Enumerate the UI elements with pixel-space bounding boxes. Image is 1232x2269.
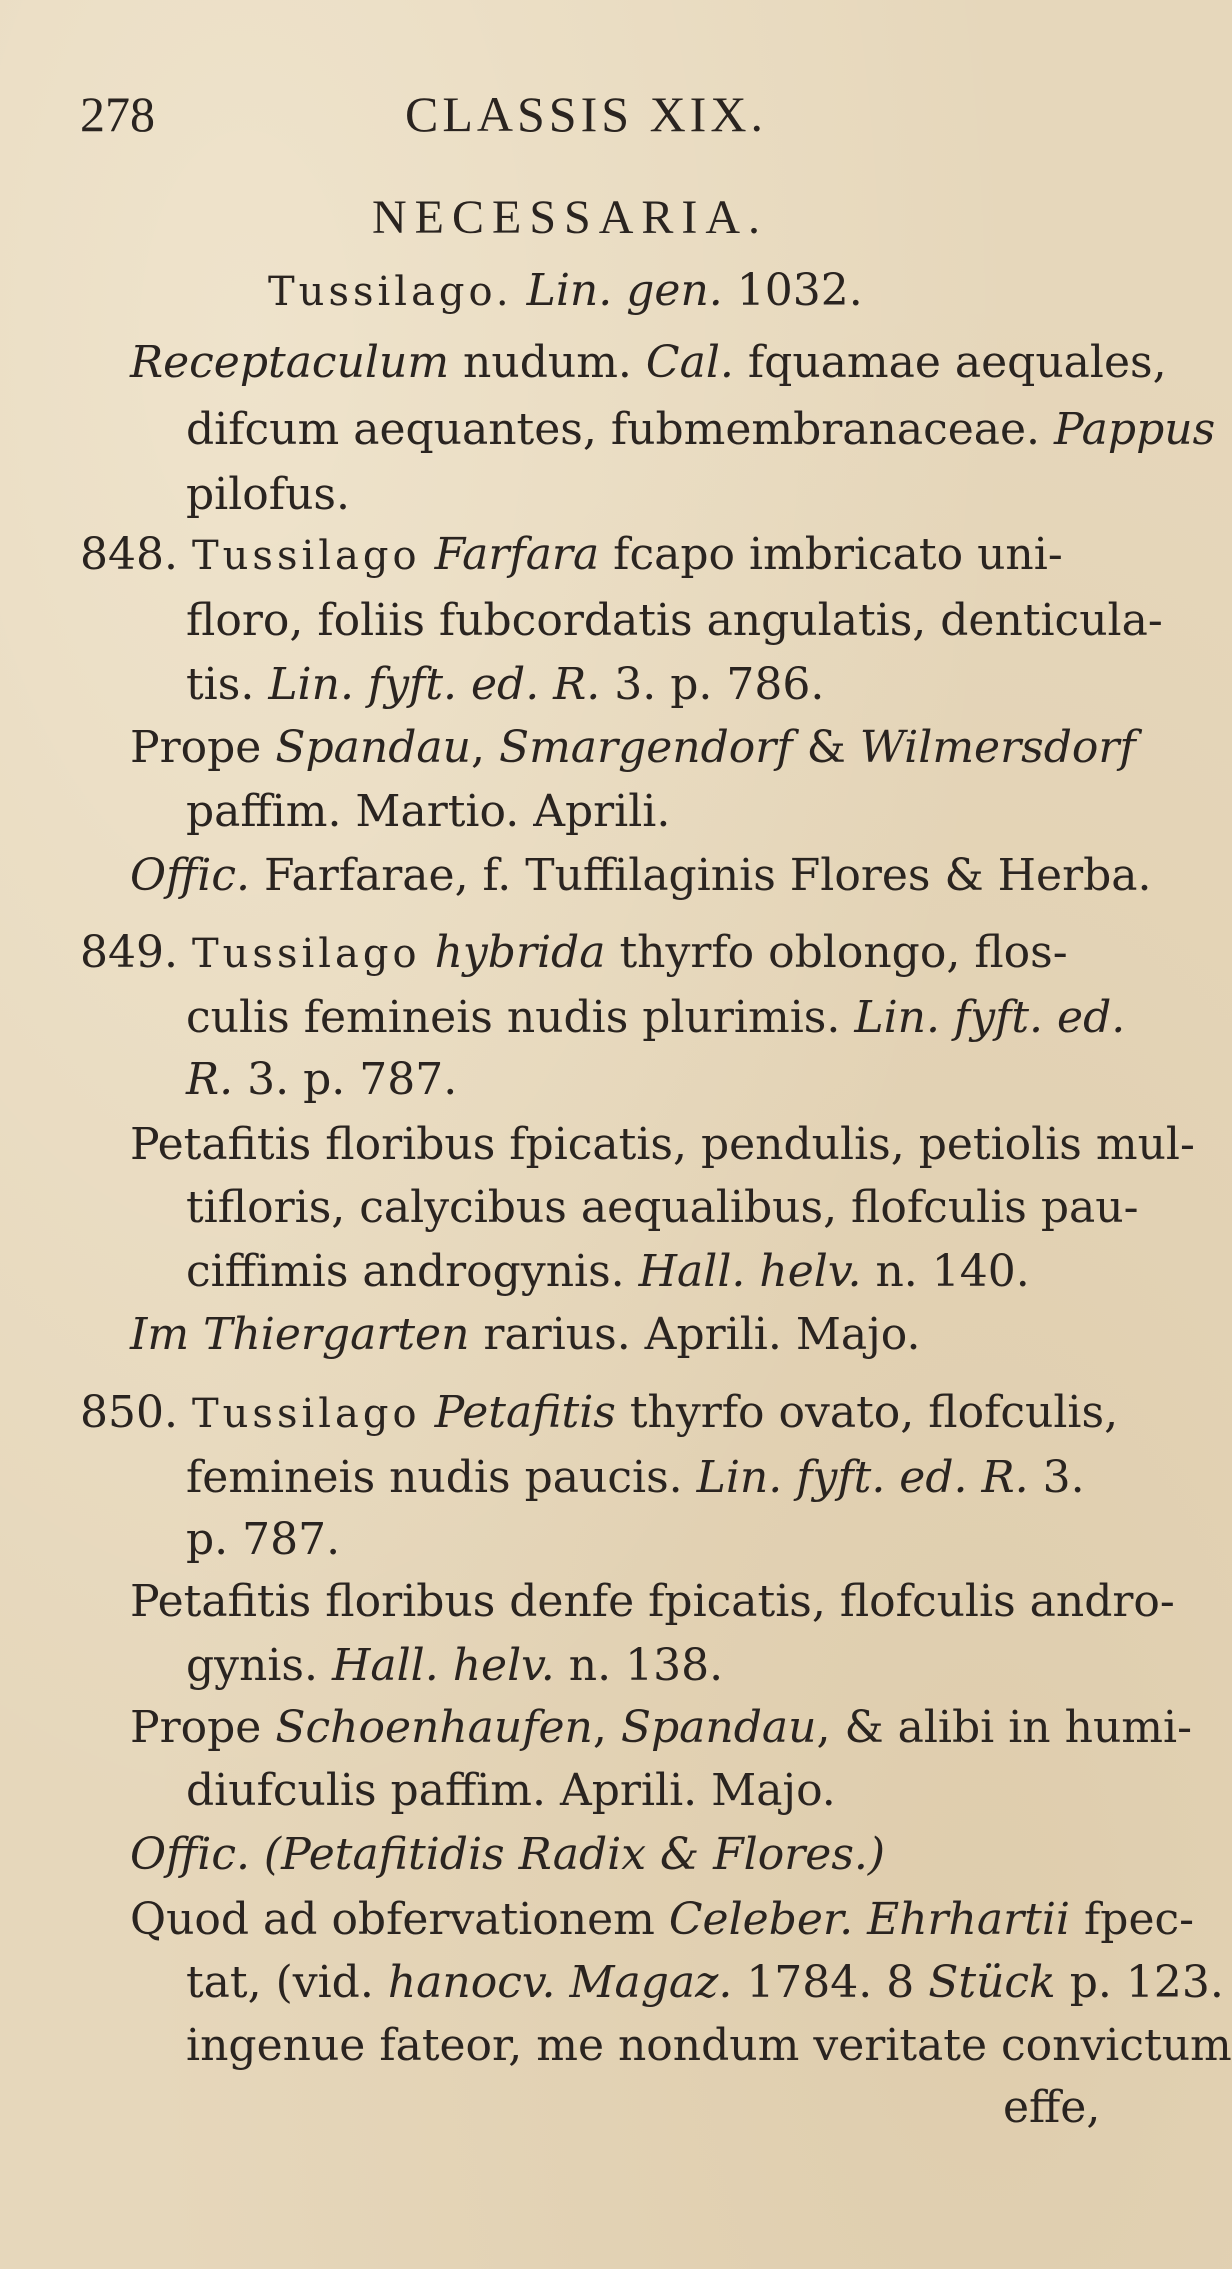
text: culis femineis nudis plurimis. (186, 992, 855, 1043)
citation: Lin. fyft. ed. R. (696, 1452, 1029, 1503)
genus-line-4: pilofus. (186, 469, 350, 520)
officinal-label: Offic. (130, 850, 250, 901)
entry-848-line-6 (130, 848, 1151, 904)
entry-850-line-11: ingenue fateor, me nondum veritate convictum (186, 2020, 1232, 2071)
entry-849-line-3 (186, 1052, 457, 1108)
text: 3. p. 787. (233, 1054, 458, 1105)
entry-850-line-10 (186, 1955, 1224, 2011)
text: , (470, 722, 499, 773)
text: thyrfo ovato, flofculis, (615, 1387, 1119, 1438)
text: n. 138. (554, 1640, 724, 1691)
text: Prope (130, 1702, 276, 1753)
text: 3. (1028, 1452, 1085, 1503)
entry-849-line-6 (186, 1244, 1030, 1300)
entry-848-line-1 (80, 527, 1063, 584)
entry-848-line-5: paffim. Martio. Aprili. (186, 786, 671, 837)
text: fquamae aequales, (733, 337, 1167, 388)
text: thyrfo oblongo, flos- (605, 927, 1068, 978)
entry-850-line-6 (130, 1700, 1192, 1756)
text: gynis. (186, 1640, 332, 1691)
place: Schoenhaufen (275, 1702, 593, 1753)
entry-848-line-4 (130, 720, 1136, 776)
entry-genus: Tussilago (191, 931, 421, 977)
text: tat, (vid. (186, 1957, 388, 2008)
entry-genus: Tussilago (191, 1391, 421, 1437)
text: ciffimis androgynis. (186, 1246, 639, 1297)
citation: Celeber. Ehrhartii (668, 1894, 1070, 1945)
entry-848-line-3 (186, 657, 824, 713)
entry-849-line-2 (186, 990, 1125, 1046)
entry-849-line-1 (80, 925, 1068, 982)
entry-number: 849. (80, 927, 178, 978)
entry-849-line-5: tifloris, calycibus aequalibus, flofculis pau- (186, 1182, 1139, 1233)
receptaculum-term: Receptaculum (130, 337, 450, 388)
genus-line-3 (186, 402, 1215, 458)
entry-850-line-2 (186, 1450, 1085, 1506)
text: & (792, 722, 860, 773)
citation: Hall. helv. (332, 1640, 555, 1691)
text: nudum. (449, 337, 632, 388)
genus-line-1 (268, 263, 863, 320)
citation: R. (186, 1054, 234, 1105)
text: fcapo imbricato uni- (599, 529, 1063, 580)
place: Smargendorf (498, 722, 793, 773)
entry-850-line-7: diufculis paffim. Aprili. Majo. (186, 1765, 836, 1816)
place: Spandau (275, 722, 471, 773)
text: rarius. Aprili. Majo. (469, 1309, 921, 1360)
entry-number: 850. (80, 1387, 178, 1438)
entry-850-line-5 (186, 1638, 723, 1694)
text: Prope (130, 722, 276, 773)
entry-849-line-7 (130, 1307, 920, 1363)
citation: Stück (928, 1957, 1056, 2008)
text: 3. p. 786. (600, 659, 825, 710)
text: Farfarae, f. Tuffilaginis Flores & Herba. (249, 850, 1152, 901)
page-number: 278 (80, 86, 155, 142)
citation: hanocv. Magaz. (387, 1957, 733, 2008)
text: p. 123. (1055, 1957, 1224, 2008)
entry-species: Farfara (434, 529, 600, 580)
text: tis. (186, 659, 269, 710)
entry-850-line-12: effe, (1003, 2082, 1101, 2133)
text: fpec- (1070, 1894, 1194, 1945)
place: Wilmersdorf (859, 722, 1136, 773)
entry-species: hybrida (434, 927, 606, 978)
pappus-term: Pappus (1054, 404, 1216, 455)
section-title: NECESSARIA. (372, 191, 769, 244)
citation: Hall. helv. (638, 1246, 862, 1297)
citation: Lin. fyft. ed. R. (268, 659, 601, 710)
calyx-term: Cal. (645, 337, 734, 388)
entry-species: Petafitis (434, 1387, 616, 1438)
entry-850-line-4: Petafitis floribus denfe fpicatis, flofculis andro- (130, 1576, 1175, 1627)
text: n. 140. (861, 1246, 1030, 1297)
text: 1784. 8 (732, 1957, 929, 2008)
running-head: CLASSIS XIX. (405, 86, 767, 142)
genus-ref: Lin. gen. (526, 265, 723, 316)
text: femineis nudis paucis. (186, 1452, 697, 1503)
entry-848-line-2: floro, foliis fubcordatis angulatis, denticula- (186, 595, 1163, 646)
text: , & alibi in humi- (816, 1702, 1192, 1753)
place: Spandau (620, 1702, 817, 1753)
genus-ref-number: 1032. (736, 265, 863, 316)
place: Im Thiergarten (130, 1309, 470, 1360)
entry-genus: Tussilago (191, 533, 421, 579)
entry-number: 848. (80, 529, 178, 580)
text: difcum aequantes, fubmembranaceae. (186, 404, 1041, 455)
genus-name: Tussilago. (268, 269, 513, 315)
entry-850-line-3: p. 787. (186, 1514, 341, 1565)
text: , (592, 1702, 621, 1753)
entry-850-line-1 (80, 1385, 1118, 1442)
entry-850-line-9 (130, 1892, 1194, 1948)
citation: Lin. fyft. ed. (854, 992, 1126, 1043)
entry-850-line-8: Offic. (Petafitidis Radix & Flores.) (130, 1829, 886, 1880)
text: Quod ad obfervationem (130, 1894, 669, 1945)
entry-849-line-4: Petafitis floribus fpicatis, pendulis, petiolis mul- (130, 1119, 1195, 1170)
genus-line-2 (130, 335, 1167, 391)
